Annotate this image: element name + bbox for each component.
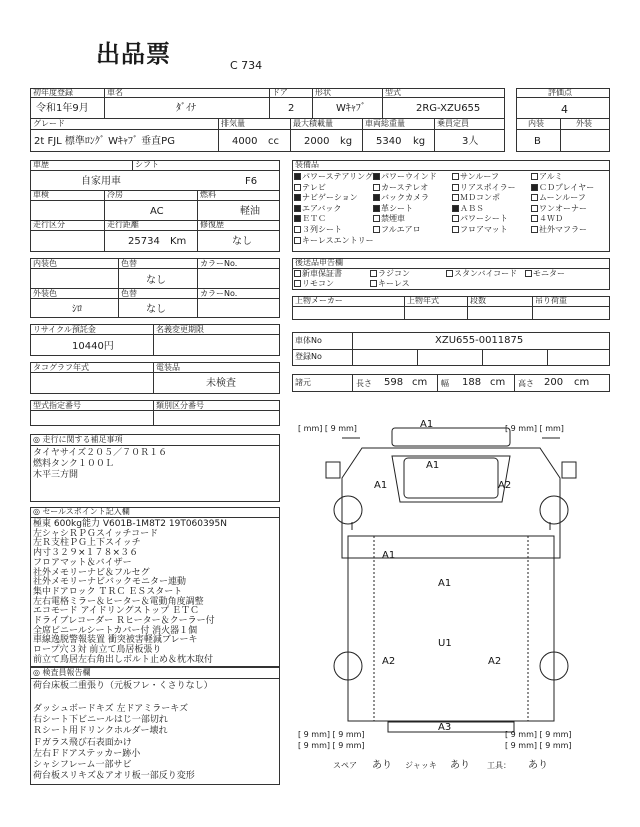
equipment-checkbox bbox=[531, 226, 538, 233]
equipment-item bbox=[294, 237, 374, 245]
equipment-item-label: ４ＷＤ bbox=[539, 214, 563, 224]
equipment-item-label: ＥＴＣ bbox=[302, 214, 326, 224]
mileage-unit: Km bbox=[170, 236, 187, 247]
equipment-item bbox=[452, 226, 508, 234]
score-value: 4 bbox=[561, 103, 568, 116]
jack-value: あり bbox=[450, 760, 470, 771]
displacement-value: 4000 bbox=[232, 136, 258, 147]
equipment-checkbox bbox=[452, 205, 459, 212]
exterior-color-value: ｼﾛ bbox=[72, 304, 82, 315]
equipment-item bbox=[294, 205, 341, 213]
equipment-item bbox=[373, 194, 429, 202]
notes-line: 燃料タンク１００Ｌ bbox=[33, 459, 114, 469]
equipment-item bbox=[452, 194, 500, 202]
equipment-item-label: パワーウインド bbox=[381, 172, 437, 181]
registration-label: 登録No bbox=[295, 352, 322, 361]
exterior-score-label: 外装 bbox=[576, 119, 592, 128]
inspection-label: 車検 bbox=[33, 190, 49, 199]
equipment-checkbox bbox=[294, 205, 301, 212]
fuel-value: 軽油 bbox=[240, 206, 260, 217]
equipment-item bbox=[373, 205, 413, 213]
shift-value: F6 bbox=[245, 176, 258, 187]
year-label: 初年度登録 bbox=[33, 88, 73, 97]
inspector-line: ダッシュボードキズ 左ドアミラーキズ bbox=[33, 703, 189, 714]
equipment-checkbox bbox=[294, 237, 301, 244]
notes-line: 木平三方開 bbox=[33, 470, 79, 480]
aftersale-checkbox bbox=[446, 270, 453, 277]
tread-front-left: [ mm] [ 9 mm] bbox=[298, 424, 357, 433]
aftersale-item bbox=[370, 280, 410, 288]
chassis-value: XZU655-0011875 bbox=[435, 335, 524, 346]
maxload-value: 2000 bbox=[304, 136, 330, 147]
interior-color-code-label: カラーNo. bbox=[200, 259, 238, 268]
damage-mark-bed-left-rear: A2 bbox=[382, 656, 396, 667]
inspector-line: 荷台板スリキズ＆アオリ板一部反り変形 bbox=[33, 771, 195, 782]
sales-label: ◎ セールスポイント記入欄 bbox=[33, 507, 130, 516]
damage-mark-bed-right-rear: A2 bbox=[488, 656, 502, 667]
repair-value: なし bbox=[232, 236, 252, 247]
aftersale-item-label: モニター bbox=[533, 269, 565, 278]
sales-line: 左右電格ミラー＆ヒーター＆電動角度調整 bbox=[33, 596, 204, 607]
aftersale-item bbox=[370, 270, 410, 278]
equipment-item-label: ３列シート bbox=[302, 225, 342, 234]
aftersale-item bbox=[294, 280, 334, 288]
name-value: ﾀﾞｲﾅ bbox=[176, 103, 196, 114]
name-change-label: 名義変更期限 bbox=[156, 325, 204, 334]
height-value: 200 bbox=[544, 377, 564, 388]
equipment-item-label: カーステレオ bbox=[381, 182, 429, 192]
electrical-value: 未検査 bbox=[206, 378, 236, 389]
equipment-item-label: テレビ bbox=[302, 182, 326, 192]
equipment-item-label: アルミ bbox=[539, 172, 563, 181]
equipment-item bbox=[531, 226, 587, 234]
exterior-color-code-label: カラーNo. bbox=[200, 289, 238, 298]
equipment-item-label: フルエアロ bbox=[381, 225, 421, 234]
door-label: ドア bbox=[272, 88, 288, 97]
equipment-item-label: リアスポイラー bbox=[460, 182, 516, 192]
aftersale-checkbox bbox=[525, 270, 532, 277]
equipment-checkbox bbox=[452, 215, 459, 222]
inspector-line: Ｒシート用ドリンクホルダー壊れ bbox=[33, 726, 168, 737]
aftersale-item-label: キーレス bbox=[378, 279, 410, 288]
sales-line: 左Ｒ支柱ＰＧ上下スイッチ bbox=[33, 538, 141, 549]
damage-mark-left-cab: A1 bbox=[374, 480, 388, 491]
usage-value: 自家用車 bbox=[81, 176, 121, 187]
equipment-item bbox=[294, 215, 326, 223]
displacement-label: 排気量 bbox=[221, 119, 245, 128]
equipment-item bbox=[373, 173, 437, 181]
dimensions-label: 諸元 bbox=[295, 378, 311, 387]
sales-line: 社外メモリーナビバックモニター連動 bbox=[33, 577, 187, 588]
sales-line: エコモード アイドリングストップ ＥＴＣ bbox=[33, 606, 200, 617]
aftersale-checkbox bbox=[370, 280, 377, 287]
grade-value: 2t FJL 標準ﾛﾝｸﾞ Wｷｬﾌﾞ 垂直PG bbox=[34, 136, 175, 147]
truck-damage-diagram bbox=[292, 418, 610, 748]
length-unit: cm bbox=[412, 377, 428, 388]
ac-value: AC bbox=[150, 206, 164, 217]
body-maker-label: 上物メーカー bbox=[295, 296, 343, 305]
mileage-value: 25734 bbox=[128, 236, 160, 247]
fuel-label: 燃料 bbox=[200, 190, 216, 199]
width-unit: cm bbox=[490, 377, 506, 388]
tacho-label: タコグラフ年式 bbox=[33, 363, 89, 372]
equipment-item bbox=[531, 205, 587, 213]
inspector-line: 左右Ｆドアステッカー跡小 bbox=[33, 748, 141, 759]
inspector-line: 右シート下ビニールはじ一部切れ bbox=[33, 714, 168, 725]
equipment-checkbox bbox=[452, 226, 459, 233]
tool-value: あり bbox=[528, 760, 548, 771]
equipment-item-label: キーレスエントリー bbox=[302, 235, 374, 245]
tread-rear-left-1: [ 9 mm] [ 9 mm] bbox=[298, 730, 365, 739]
model-label: 型式 bbox=[385, 88, 401, 97]
equipment-checkbox bbox=[531, 173, 538, 180]
notes-label: ◎ 走行に関する補足事項 bbox=[33, 435, 123, 444]
height-label: 高さ bbox=[518, 379, 534, 388]
damage-mark-bed-center: A1 bbox=[438, 578, 452, 589]
ac-label: 冷房 bbox=[107, 190, 123, 199]
damage-mark-right-cab: A2 bbox=[498, 480, 512, 491]
equipment-checkbox bbox=[373, 205, 380, 212]
aftersale-item bbox=[525, 270, 565, 278]
name-label: 車名 bbox=[107, 88, 123, 97]
equipment-checkbox bbox=[452, 184, 459, 191]
sales-line: 全席ビニールシートカバー付 消火器１個 bbox=[33, 625, 198, 636]
equipment-checkbox bbox=[373, 194, 380, 201]
equipment-item bbox=[373, 215, 405, 223]
grade-label: グレード bbox=[33, 119, 65, 128]
equipment-item bbox=[294, 184, 326, 192]
equipment-label: 装備品 bbox=[295, 160, 319, 169]
tread-rear-left-2: [ 9 mm] [ 9 mm] bbox=[298, 741, 365, 750]
exterior-color-label: 外装色 bbox=[33, 289, 57, 298]
designation-label: 型式指定番号 bbox=[33, 401, 81, 410]
recycle-value: 10440円 bbox=[72, 341, 114, 352]
aftersale-item-label: 新車保証書 bbox=[302, 269, 342, 278]
equipment-item-label: 禁煙車 bbox=[381, 214, 405, 224]
length-value: 598 bbox=[384, 377, 404, 388]
equipment-item-label: バックカメラ bbox=[381, 193, 429, 203]
equipment-item bbox=[531, 184, 594, 192]
capacity-value: 3人 bbox=[462, 136, 479, 147]
gross-weight-label: 車両総重量 bbox=[365, 119, 405, 128]
damage-mark-windshield: A1 bbox=[426, 460, 440, 471]
equipment-checkbox bbox=[294, 215, 301, 222]
equipment-checkbox bbox=[294, 226, 301, 233]
equipment-item-label: フロアマット bbox=[460, 225, 508, 234]
inspector-line: シャシフレーム一部サビ bbox=[33, 760, 132, 771]
equipment-checkbox bbox=[531, 205, 538, 212]
equipment-item bbox=[531, 215, 563, 223]
equipment-item-label: パワーステアリング bbox=[302, 172, 373, 181]
damage-mark-bed-center-rear: U1 bbox=[438, 638, 452, 649]
equipment-item-label: ＣＤプレイヤー bbox=[539, 182, 595, 192]
equipment-item bbox=[452, 205, 484, 213]
jack-label: ジャッキ bbox=[405, 761, 437, 770]
sales-line: 内寸３２９×１７８×３６ bbox=[33, 548, 139, 559]
interior-score-value: B bbox=[534, 136, 541, 147]
equipment-item-label: エアバック bbox=[302, 203, 342, 213]
equipment-item-label: ナビゲーション bbox=[302, 193, 358, 203]
electrical-label: 電装品 bbox=[156, 363, 180, 372]
sales-line: フロアマット＆バイザー bbox=[33, 557, 132, 568]
sales-line: 集中ドアロック ＴＲＣ ＥＳスタート bbox=[33, 586, 183, 597]
equipment-item bbox=[531, 173, 563, 181]
interior-color-label: 内装色 bbox=[33, 259, 57, 268]
width-label: 幅 bbox=[441, 379, 449, 388]
sales-line: 左シャシＲＰＧスイッチコード bbox=[33, 528, 159, 539]
shape-value: Wｷｬﾌﾞ bbox=[336, 103, 366, 114]
equipment-checkbox bbox=[452, 194, 459, 201]
exterior-color-change-label: 色替 bbox=[121, 289, 137, 298]
sales-line: ドライブレコーダー Ｒヒーター＆クーラー付 bbox=[33, 616, 215, 626]
tread-rear-right-1: [ 9 mm] [ 9 mm] bbox=[505, 730, 572, 739]
notes-line: タイヤサイズ２０５／７０Ｒ１６ bbox=[33, 448, 168, 458]
equipment-item-label: ＭＤコンポ bbox=[460, 193, 500, 203]
equipment-item bbox=[294, 194, 358, 202]
equipment-item bbox=[452, 184, 516, 192]
aftersale-checkbox bbox=[294, 270, 301, 277]
equipment-item-label: サンルーフ bbox=[460, 172, 499, 181]
aftersale-item-label: スタンバイコード bbox=[454, 269, 518, 278]
width-value: 188 bbox=[462, 377, 482, 388]
aftersale-checkbox bbox=[370, 270, 377, 277]
spare-label: スペア bbox=[333, 761, 357, 770]
repair-label: 修復歴 bbox=[200, 220, 224, 229]
class-number-label: 類別区分番号 bbox=[156, 401, 204, 410]
aftersale-item-label: リモコン bbox=[302, 279, 334, 288]
equipment-checkbox bbox=[294, 194, 301, 201]
equipment-item-label: ムーンルーフ bbox=[539, 193, 586, 203]
chassis-label: 車体No bbox=[295, 336, 322, 345]
equipment-item-label: ワンオーナー bbox=[539, 203, 587, 213]
sales-line: 車線逸脱警報装置 衝突被害軽減ブレーキ bbox=[33, 635, 198, 646]
body-steps-label: 段数 bbox=[470, 296, 486, 305]
tool-label: 工具： bbox=[487, 761, 511, 770]
mileage-type-label: 走行区分 bbox=[33, 220, 65, 229]
sales-line: 極東 600kg能力 V601B-1M8T2 19T060395N bbox=[33, 519, 227, 529]
usage-label: 車歴 bbox=[33, 160, 49, 169]
equipment-checkbox bbox=[373, 184, 380, 191]
tread-front-right: [ 9 mm] [ mm] bbox=[505, 424, 564, 433]
equipment-checkbox bbox=[373, 226, 380, 233]
sales-line: ロープ穴３対 前立て鳥居板張り bbox=[33, 645, 162, 656]
maxload-label: 最大積載量 bbox=[293, 119, 333, 128]
equipment-item bbox=[373, 226, 421, 234]
gross-weight-value: 5340 bbox=[376, 136, 402, 147]
displacement-unit: cc bbox=[268, 136, 279, 147]
maxload-unit: kg bbox=[340, 136, 353, 147]
damage-mark-rear-bumper: A3 bbox=[438, 722, 452, 733]
inspector-line: 荷台床板二重張り（元板フレ・くさりなし） bbox=[33, 681, 213, 691]
body-year-label: 上物年式 bbox=[407, 296, 439, 305]
sales-line: 前立て鳥居左右角出しボルト止め＆枕木取付 bbox=[33, 654, 214, 665]
damage-mark-bed-left: A1 bbox=[382, 550, 396, 561]
equipment-checkbox bbox=[294, 184, 301, 191]
interior-score-label: 内装 bbox=[528, 119, 544, 128]
aftersale-checkbox bbox=[294, 280, 301, 287]
equipment-checkbox bbox=[452, 173, 459, 180]
aftersale-item-label: ラジコン bbox=[378, 269, 410, 278]
interior-color-change-value: なし bbox=[146, 275, 166, 286]
capacity-label: 乗員定員 bbox=[437, 119, 469, 128]
model-value: 2RG-XZU655 bbox=[416, 103, 481, 114]
tread-rear-right-2: [ 9 mm] [ 9 mm] bbox=[505, 741, 572, 750]
shift-label: シフト bbox=[135, 160, 159, 169]
aftersale-item bbox=[294, 270, 342, 278]
height-unit: cm bbox=[574, 377, 590, 388]
lot-number: C 734 bbox=[230, 59, 263, 72]
equipment-item bbox=[294, 173, 373, 181]
length-label: 長さ bbox=[356, 379, 372, 388]
spare-value: あり bbox=[372, 760, 392, 771]
damage-mark-front-bumper: A1 bbox=[420, 419, 434, 430]
exterior-color-change-value: なし bbox=[146, 304, 166, 315]
equipment-item bbox=[452, 215, 508, 223]
interior-color-change-label: 色替 bbox=[121, 259, 137, 268]
equipment-item-label: パワーシート bbox=[460, 214, 508, 224]
equipment-item bbox=[452, 173, 499, 181]
hoist-load-label: 吊り荷重 bbox=[535, 296, 567, 305]
aftersale-item bbox=[446, 270, 517, 278]
aftersale-label: 後送品申告欄 bbox=[295, 258, 343, 267]
equipment-checkbox bbox=[373, 215, 380, 222]
equipment-item bbox=[294, 226, 342, 234]
sales-line: 社外メモリーナビ＆フルセグ bbox=[33, 567, 150, 578]
equipment-item-label: ＡＢＳ bbox=[460, 203, 484, 213]
equipment-checkbox bbox=[531, 194, 538, 201]
equipment-item-label: 社外マフラー bbox=[539, 225, 587, 234]
door-value: 2 bbox=[288, 103, 295, 114]
gross-weight-unit: kg bbox=[413, 136, 426, 147]
mileage-label: 走行距離 bbox=[107, 220, 139, 229]
equipment-item bbox=[531, 194, 586, 202]
score-label: 評価点 bbox=[548, 88, 572, 97]
equipment-item-label: 革シート bbox=[381, 203, 413, 213]
equipment-checkbox bbox=[531, 215, 538, 222]
page-title: 出品票 bbox=[96, 40, 171, 68]
equipment-checkbox bbox=[531, 184, 538, 191]
shape-label: 形状 bbox=[315, 88, 331, 97]
equipment-item bbox=[373, 184, 428, 192]
inspector-line: Ｆガラス飛び石表面かけ bbox=[33, 737, 132, 748]
equipment-checkbox bbox=[294, 173, 301, 180]
equipment-checkbox bbox=[373, 173, 380, 180]
year-value: 令和1年9月 bbox=[36, 103, 89, 114]
recycle-label: リサイクル預託金 bbox=[33, 325, 96, 334]
inspector-label: ◎ 検査員報告欄 bbox=[33, 668, 91, 677]
